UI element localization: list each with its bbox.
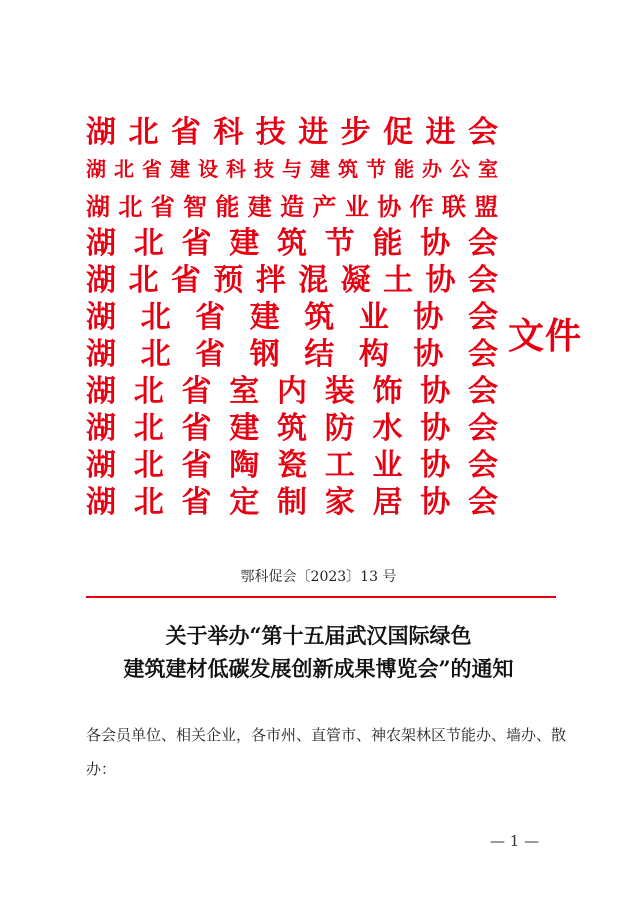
issuer-line: 湖 北 省 陶 瓷 工 业 协 会 [86, 448, 498, 483]
page-number: — 1 — [490, 832, 540, 850]
issuer-line: 湖 北 省 定 制 家 居 协 会 [86, 485, 498, 520]
issuer-line: 湖 北 省 建 筑 业 协 会 [86, 300, 498, 335]
document-suffix: 文件 [508, 315, 583, 357]
issuer-line: 湖 北 省 室 内 装 饰 协 会 [86, 374, 498, 409]
issuer-line: 湖 北 省 建 筑 节 能 协 会 [86, 226, 498, 261]
title-line-1: 关于举办“第十五届武汉国际绿色 [165, 623, 472, 648]
issuer-line: 湖 北 省 建 设 科 技 与 建 筑 节 能 办 公 室 [86, 157, 498, 181]
issuer-line: 湖 北 省 科 技 进 步 促 进 会 [86, 115, 498, 150]
red-divider [86, 596, 556, 598]
title-line-2: 建筑建材低碳发展创新成果博览会”的通知 [123, 656, 514, 681]
issuer-line: 湖 北 省 建 筑 防 水 协 会 [86, 411, 498, 446]
issuer-line: 湖 北 省 预 拌 混 凝 土 协 会 [86, 263, 498, 298]
issuer-line: 湖 北 省 钢 结 构 协 会 [86, 337, 498, 372]
issuer-list [86, 114, 498, 521]
issuer-line: 湖 北 省 智 能 建 造 产 业 协 作 联 盟 [86, 192, 498, 221]
document-number: 鄂科促会〔2023〕13 号 [240, 569, 397, 585]
salutation: 各会员单位、相关企业，各市州、直管市、神农架林区节能办、墙办、散办： [86, 726, 567, 778]
document-title [0, 619, 637, 685]
